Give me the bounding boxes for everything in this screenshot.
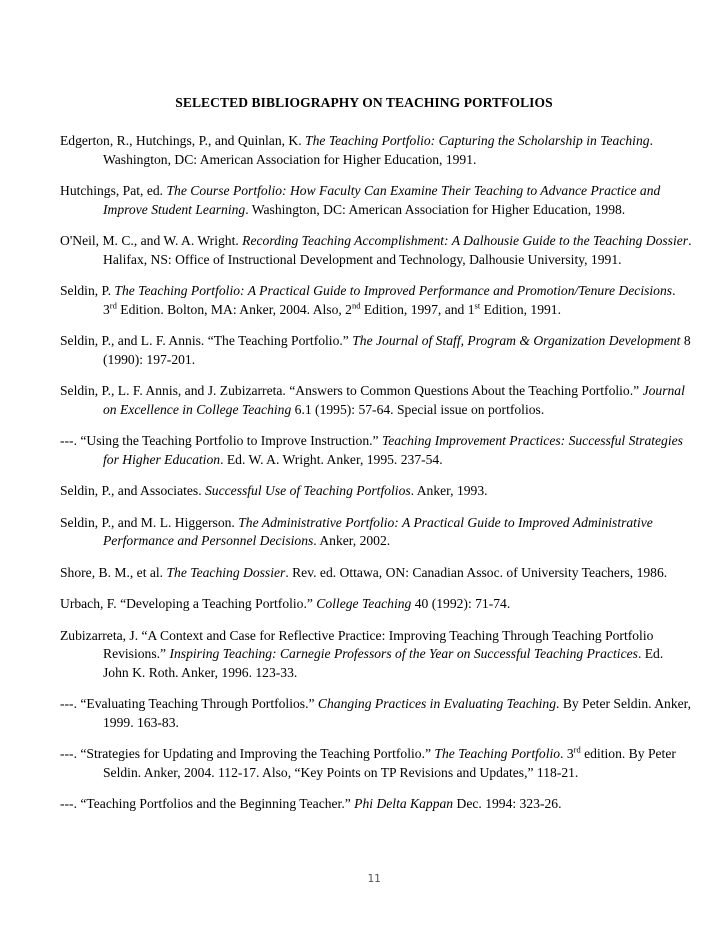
entry-authors: Shore, B. M., et al. bbox=[60, 564, 167, 580]
bibliography-entry bbox=[60, 627, 692, 683]
bibliography-entry bbox=[60, 514, 692, 551]
entry-details: 6.1 (1995): 57-64. Special issue on portfolios. bbox=[291, 401, 545, 417]
ordinal-superscript: nd bbox=[351, 299, 361, 310]
entry-details: . 3 bbox=[560, 746, 574, 761]
entry-details: . By Peter Seldin. Anker, 1999. 163-83. bbox=[103, 696, 692, 730]
entry-authors: Zubizarreta, J. “A Context and Case for Reflective Practice: Improving Teaching Through Teaching Portfolio Revisions.” bbox=[60, 627, 654, 661]
entry-title: Teaching Improvement Practices: Successful Strategies for Higher Education bbox=[103, 433, 683, 467]
entry-authors: Seldin, P., and L. F. Annis. “The Teaching Portfolio.” bbox=[60, 333, 353, 348]
entry-details: Edition, 1991. bbox=[480, 301, 561, 317]
entry-title: The Teaching Portfolio: A Practical Guide to Improved Performance and Promotion/Tenure Decisions bbox=[114, 283, 673, 298]
bibliography-entry bbox=[60, 332, 692, 369]
entry-authors: ---. “Using the Teaching Portfolio to Improve Instruction.” bbox=[60, 433, 382, 448]
entry-details: 40 (1992): 71-74. bbox=[411, 596, 511, 611]
entry-authors: ---. “Strategies for Updating and Improving the Teaching Portfolio.” bbox=[60, 746, 435, 761]
ordinal-superscript: st bbox=[474, 299, 481, 310]
bibliography-list bbox=[60, 132, 692, 827]
bibliography-entry bbox=[60, 232, 692, 269]
entry-title: The Administrative Portfolio: A Practical Guide to Improved Administrative Performance and Personnel Decisions bbox=[103, 514, 653, 548]
entry-authors: ---. “Evaluating Teaching Through Portfolios.” bbox=[60, 696, 318, 711]
entry-details: edition. By Peter Seldin. Anker, 2004. 112-17. Also, “Key Points on TP Revisions and Updates,” 118-21. bbox=[103, 746, 676, 780]
entry-title: Successful Use of Teaching Portfolios bbox=[205, 483, 411, 498]
entry-details: 8 (1990): 197-201. bbox=[103, 333, 691, 367]
entry-authors: O'Neil, M. C., and W. A. Wright. bbox=[60, 233, 243, 248]
bibliography-entry bbox=[60, 182, 692, 219]
entry-title: The Teaching Portfolio bbox=[434, 746, 561, 761]
entry-authors: Hutchings, Pat, ed. bbox=[60, 183, 167, 198]
entry-details: Edition, 1997, and 1 bbox=[360, 301, 475, 317]
entry-title: Recording Teaching Accomplishment: A Dalhousie Guide to the Teaching Dossier bbox=[242, 233, 689, 248]
entry-title: Journal on Excellence in College Teaching bbox=[103, 383, 685, 417]
entry-title: Phi Delta Kappan bbox=[354, 796, 454, 811]
bibliography-entry bbox=[60, 382, 692, 419]
entry-authors: Urbach, F. “Developing a Teaching Portfolio.” bbox=[60, 596, 317, 611]
entry-details: . Anker, 2002. bbox=[313, 533, 391, 548]
entry-details: . Halifax, NS: Office of Instructional Development and Technology, Dalhousie University, 1991. bbox=[103, 233, 692, 267]
entry-details: . Washington, DC: American Association for Higher Education, 1991. bbox=[103, 133, 653, 167]
entry-authors: Edgerton, R., Hutchings, P., and Quinlan, K. bbox=[60, 133, 306, 148]
entry-authors: Seldin, P., and M. L. Higgerson. bbox=[60, 514, 239, 530]
entry-authors: Seldin, P., L. F. Annis, and J. Zubizarreta. “Answers to Common Questions About the Teaching Portfolio.” bbox=[60, 383, 643, 398]
entry-title: Inspiring Teaching: Carnegie Professors of the Year on Successful Teaching Practices bbox=[169, 646, 638, 661]
bibliography-entry bbox=[60, 282, 692, 319]
bibliography-entry bbox=[60, 132, 692, 169]
bibliography-entry bbox=[60, 745, 692, 782]
entry-authors: ---. “Teaching Portfolios and the Beginning Teacher.” bbox=[60, 796, 355, 811]
bibliography-entry bbox=[60, 595, 692, 614]
entry-title: The Teaching Portfolio: Capturing the Scholarship in Teaching bbox=[305, 133, 650, 148]
bibliography-entry bbox=[60, 564, 692, 583]
entry-details: . Ed. W. A. Wright. Anker, 1995. 237-54. bbox=[220, 451, 443, 467]
entry-details: . Washington, DC: American Association for Higher Education, 1998. bbox=[245, 201, 626, 217]
page-number: 11 bbox=[367, 872, 381, 885]
entry-details: Edition. Bolton, MA: Anker, 2004. Also, 2 bbox=[116, 301, 352, 317]
entry-title: The Course Portfolio: How Faculty Can Examine Their Teaching to Advance Practice and Improve Student Learning bbox=[103, 183, 661, 217]
entry-details: . Ed. John K. Roth. Anker, 1996. 123-33. bbox=[103, 646, 664, 680]
entry-title: The Journal of Staff, Program & Organization Development bbox=[352, 333, 681, 348]
bibliography-entry bbox=[60, 795, 692, 814]
entry-title: The Teaching Dossier bbox=[166, 564, 286, 580]
entry-title: College Teaching bbox=[316, 596, 412, 611]
bibliography-entry bbox=[60, 432, 692, 469]
bibliography-entry bbox=[60, 482, 692, 501]
ordinal-superscript: rd bbox=[109, 299, 117, 310]
entry-authors: Seldin, P. bbox=[60, 283, 115, 298]
entry-details: . 3 bbox=[103, 283, 676, 317]
entry-authors: Seldin, P., and Associates. bbox=[60, 483, 205, 498]
entry-details: Dec. 1994: 323-26. bbox=[453, 796, 562, 811]
entry-details: . Rev. ed. Ottawa, ON: Canadian Assoc. of University Teachers, 1986. bbox=[285, 564, 668, 580]
entry-title: Changing Practices in Evaluating Teaching bbox=[317, 696, 557, 711]
ordinal-superscript: rd bbox=[573, 744, 581, 755]
bibliography-entry bbox=[60, 695, 692, 732]
page-title: SELECTED BIBLIOGRAPHY ON TEACHING PORTFOLIOS bbox=[175, 95, 553, 110]
entry-details: . Anker, 1993. bbox=[410, 483, 488, 498]
